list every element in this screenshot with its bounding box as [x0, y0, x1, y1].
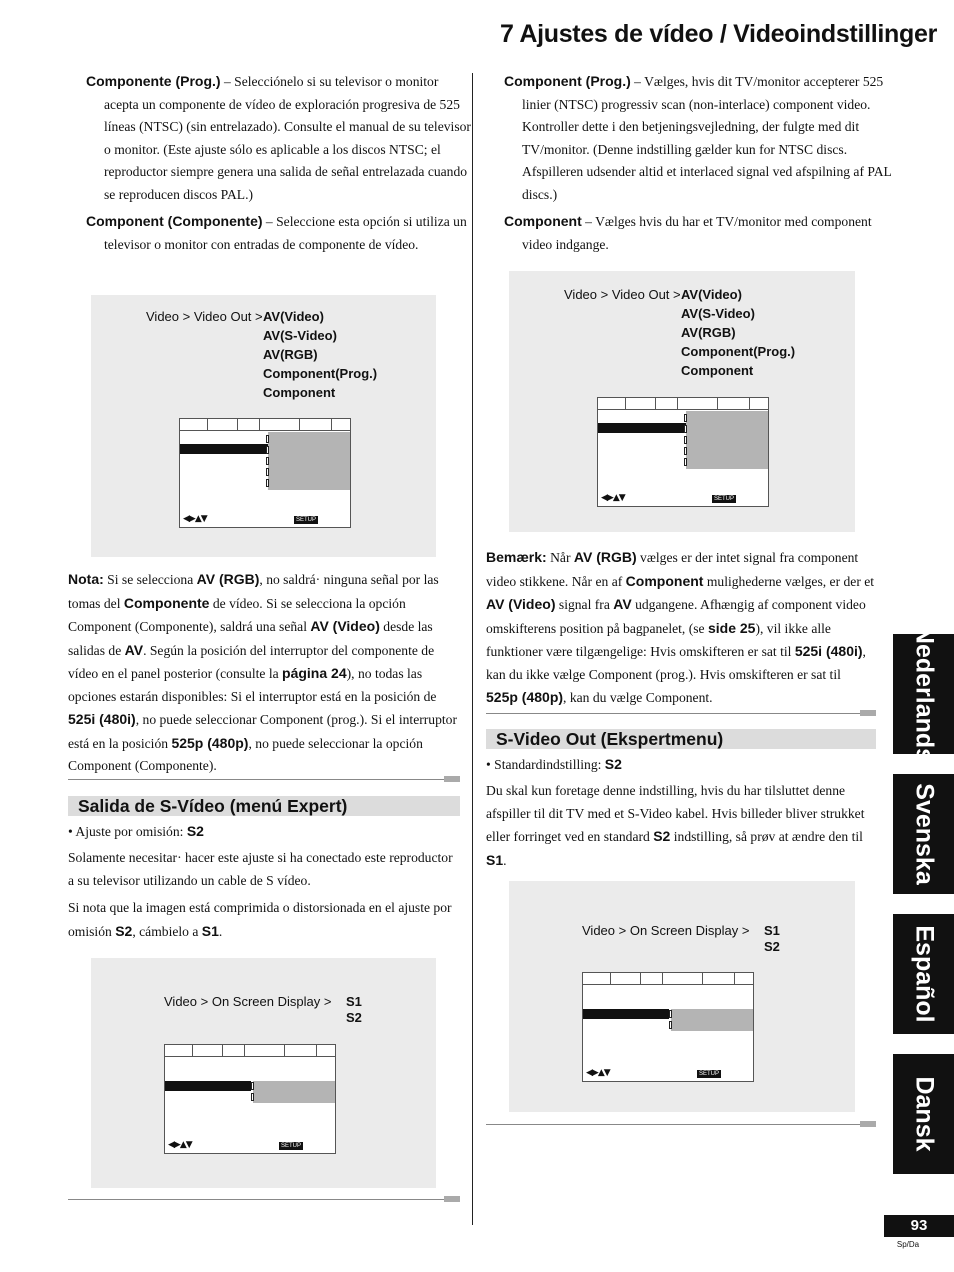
- page-title: 7 Ajustes de vídeo / Videoindstillinger: [500, 20, 938, 48]
- arrow-keys-icon: ◀▶▲▼: [601, 493, 625, 503]
- setup-badge: SETUP: [713, 496, 734, 502]
- default-setting-da: • Standardindstilling: S2: [486, 756, 622, 772]
- section-rule: [68, 1199, 460, 1200]
- svideo-paragraph-1-es: Solamente necesitar· hacer este ajuste si ha conectado este reproductor a su televisor utilizando un cable de S vídeo.: [68, 850, 453, 888]
- language-tab-espanol[interactable]: Español: [893, 914, 954, 1034]
- page-code: Sp/Da: [896, 1240, 920, 1249]
- section-rule: [68, 779, 460, 780]
- svideo-paragraph-2-es: Si nota que la imagen está comprimida o distorsionada en el ajuste por omisión S2, cámbielo a S1.: [68, 900, 452, 939]
- setup-badge: SETUP: [295, 517, 316, 523]
- menu-path: Video > On Screen Display > S1 S2: [582, 923, 780, 954]
- default-setting-es: • Ajuste por omisión: S2: [68, 823, 204, 839]
- note-da: Bemærk: Når AV (RGB) vælges er der intet signal fra component video stikkene. Når en af Component mulighederne vælges, er der et AV (Video) signal fra AV udgangene. Afhængig af component video omskifterens position på bagpanelet, (se side 25), vil ikke alle funktioner være tilgængelige: Hvis omskifteren er sat til 525i (480i), kan du ikke vælge Component (prog.). Hvis omskifteren er sat til 525p (480p), kan du vælge Component.: [486, 549, 875, 705]
- arrow-keys-icon: ◀▶▲▼: [183, 514, 207, 524]
- section-rule: [486, 1124, 876, 1125]
- arrow-keys-icon: ◀▶▲▼: [168, 1140, 192, 1150]
- menu-path: Video > Video Out > AV(Video) AV(S-Video) AV(RGB) Component(Prog.) Component: [564, 287, 796, 378]
- menu-path: Video > Video Out > AV(Video) AV(S-Video) AV(RGB) Component(Prog.) Component: [146, 309, 378, 400]
- language-tab-svenska[interactable]: Svenska: [893, 774, 954, 894]
- osd-screen: [179, 418, 351, 528]
- prog-definition-da: Component (Prog.) – Vælges, hvis dit TV/monitor accepterer 525 linier (NTSC) progressiv scan (non-interlace) component video. Kontroller dette i den betjeningsvejledning, der fulgte med dit TV/monitor. (Denne indstilling gælder kun for NTSC discs. Afspilleren udsender altid et interlaced signal ved afspilning af PAL discs.): [504, 73, 892, 202]
- svideo-paragraph-da: Du skal kun foretage denne indstilling, hvis du har tilsluttet denne afspiller til dit TV med et S-Video kabel. Hvis billeder bliver strukket eller forringet ved en standard S2 indstilling, så prøv at ændre den til S1.: [486, 783, 865, 868]
- language-tab-nederlands[interactable]: Nederlands: [893, 634, 954, 754]
- section-heading-da: S-Video Out (Ekspertmenu): [486, 729, 876, 749]
- menu-figure-video-out-da: [509, 271, 855, 532]
- prog-definition-es: Componente (Prog.) – Selecciónelo si su televisor o monitor acepta un componente de vídeo de exploración progresiva de 525 líneas (NTSC) (sin entrelazado). Consulte el manual de su televisor o monitor. (Este ajuste sólo es aplicable a los discos NTSC; el reproductor siempre genera una salida de señal entrelazada cuando se reproducen discos PAL.): [86, 73, 471, 202]
- note-es: Nota: Si se selecciona AV (RGB), no saldrá· ninguna señal por las tomas del Componente de vídeo. Si se selecciona la opción Component (Componente), saldrá una señal AV (Video) desde las salidas de AV. Según la posición del interruptor del componente de vídeo en el panel posterior (consulte la página 24), no todas las opciones estarán disponibles: Si el interruptor está en la posición de 525i (480i), no puede seleccionar Component (prog.). Si el interruptor está en la posición 525p (480p), no puede seleccionar la opción Component (Componente).: [68, 571, 457, 773]
- section-heading-es: Salida de S-Vídeo (menú Expert): [68, 796, 460, 816]
- arrow-keys-icon: ◀▶▲▼: [586, 1068, 610, 1078]
- component-definition-da: Component – Vælges hvis du har et TV/monitor med component video indgange.: [504, 213, 872, 252]
- osd-screen: [164, 1044, 336, 1154]
- menu-path: Video > On Screen Display > S1 S2: [164, 994, 362, 1025]
- section-rule: [486, 713, 876, 714]
- setup-badge: SETUP: [698, 1071, 719, 1077]
- menu-figure-osd-es: [91, 958, 436, 1188]
- setup-badge: SETUP: [280, 1143, 301, 1149]
- menu-figure-osd-da: [509, 881, 855, 1112]
- page-number: 93: [884, 1215, 954, 1237]
- osd-screen: [582, 972, 754, 1082]
- language-tab-dansk[interactable]: Dansk: [893, 1054, 954, 1174]
- menu-figure-video-out-es: [91, 295, 436, 557]
- osd-screen: [597, 397, 769, 507]
- component-definition-es: Component (Componente) – Seleccione esta opción si utiliza un televisor o monitor con entradas de componente de vídeo.: [86, 213, 467, 252]
